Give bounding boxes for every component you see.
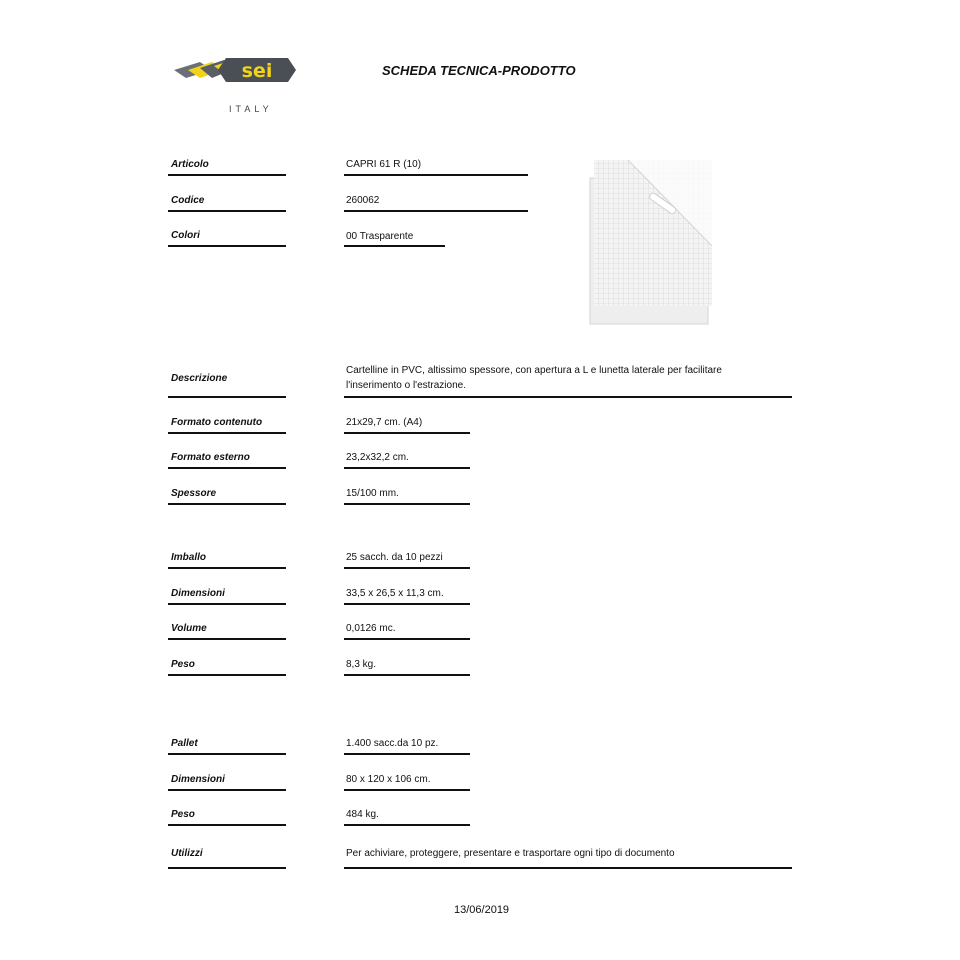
- rule: [168, 674, 286, 676]
- rule: [168, 467, 286, 469]
- rule: [168, 753, 286, 755]
- label-articolo: Articolo: [171, 159, 209, 170]
- rule: [168, 174, 286, 176]
- label-descrizione: Descrizione: [171, 373, 228, 384]
- rule: [344, 432, 470, 434]
- rule: [168, 432, 286, 434]
- rule: [344, 603, 470, 605]
- label-volume: Volume: [171, 623, 207, 634]
- value-descrizione-line1: Cartelline in PVC, altissimo spessore, con apertura a L e lunetta laterale per facilitare: [346, 365, 722, 376]
- rule: [344, 467, 470, 469]
- value-pallet: 1.400 sacc.da 10 pz.: [346, 738, 439, 749]
- rule: [168, 867, 286, 869]
- value-codice: 260062: [346, 195, 380, 206]
- label-imballo: Imballo: [171, 552, 207, 563]
- value-volume: 0,0126 mc.: [346, 623, 396, 634]
- value-spessore: 15/100 mm.: [346, 488, 399, 499]
- product-photo: [588, 158, 718, 326]
- value-utilizzi: Per achiviare, proteggere, presentare e trasportare ogni tipo di documento: [346, 848, 675, 859]
- value-articolo: CAPRI 61 R (10): [346, 159, 422, 170]
- label-utilizzi: Utilizzi: [171, 848, 203, 859]
- label-spessore: Spessore: [171, 488, 217, 499]
- rule: [344, 867, 792, 869]
- rule: [168, 503, 286, 505]
- rule: [344, 753, 470, 755]
- label-pallet: Pallet: [171, 738, 198, 749]
- label-formato-contenuto: Formato contenuto: [171, 417, 263, 428]
- rule: [344, 210, 528, 212]
- value-dimensioni-imballo: 33,5 x 26,5 x 11,3 cm.: [346, 588, 444, 599]
- rule: [344, 174, 528, 176]
- rule: [168, 789, 286, 791]
- value-peso-pallet: 484 kg.: [346, 809, 379, 820]
- logo-wordmark: sei: [241, 60, 273, 82]
- value-imballo: 25 sacch. da 10 pezzi: [346, 552, 443, 563]
- rule: [344, 503, 470, 505]
- rule: [344, 824, 470, 826]
- rule: [168, 638, 286, 640]
- rule: [168, 210, 286, 212]
- rule: [168, 396, 286, 398]
- rule: [168, 567, 286, 569]
- rule: [344, 396, 792, 398]
- value-formato-contenuto: 21x29,7 cm. (A4): [346, 417, 423, 428]
- rule: [344, 567, 470, 569]
- value-peso-imballo: 8,3 kg.: [346, 659, 377, 670]
- label-peso-pallet: Peso: [171, 809, 195, 820]
- rule: [168, 603, 286, 605]
- label-dimensioni-imballo: Dimensioni: [171, 588, 225, 599]
- value-dimensioni-pallet: 80 x 120 x 106 cm.: [346, 774, 431, 785]
- label-formato-esterno: Formato esterno: [171, 452, 250, 463]
- logo-subtitle: ITALY: [229, 104, 273, 114]
- page-title: SCHEDA TECNICA-PRODOTTO: [382, 63, 576, 78]
- rule: [344, 674, 470, 676]
- value-colori: 00 Trasparente: [346, 231, 414, 242]
- value-descrizione-line2: l'inserimento o l'estrazione.: [346, 380, 466, 391]
- rule: [168, 824, 286, 826]
- label-peso-imballo: Peso: [171, 659, 195, 670]
- rule: [344, 638, 470, 640]
- label-codice: Codice: [171, 195, 205, 206]
- rule: [168, 245, 286, 247]
- label-dimensioni-pallet: Dimensioni: [171, 774, 225, 785]
- rule: [344, 789, 470, 791]
- label-colori: Colori: [171, 230, 200, 241]
- value-formato-esterno: 23,2x32,2 cm.: [346, 452, 409, 463]
- rule: [344, 245, 445, 247]
- footer-date: 13/06/2019: [454, 904, 510, 916]
